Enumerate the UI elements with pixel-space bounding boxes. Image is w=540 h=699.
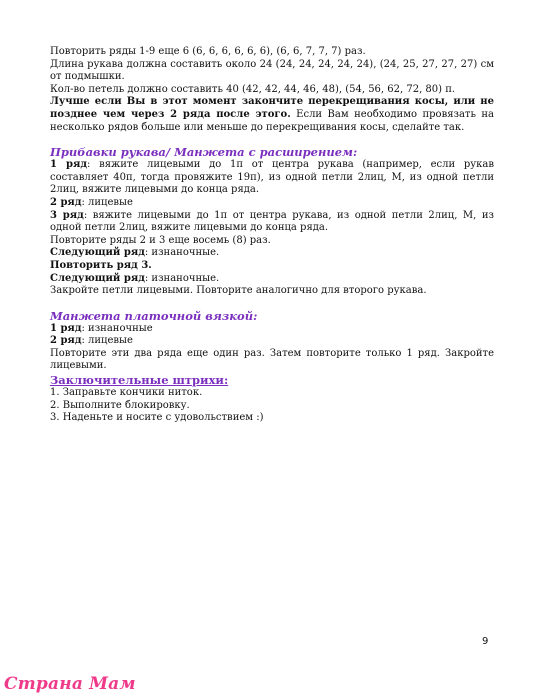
cuff-row-2 xyxy=(50,335,494,348)
sleeve-close: Закройте петли лицевыми. Повторите аналогично для второго рукава. xyxy=(50,285,427,297)
intro-line-1: Повторить ряды 1-9 еще 6 (6, 6, 6, 6, 6, 6), (6, 6, 7, 7, 7) раз. xyxy=(50,46,366,57)
cuff-row-1 xyxy=(50,323,494,336)
intro-line-3: Кол-во петель должно составить 40 (42, 42, 44, 46, 48), (54, 56, 62, 72, 80) п. xyxy=(50,83,456,95)
row-text: : изнаночные. xyxy=(144,247,220,259)
cuff-heading: Манжета платочной вязкой: xyxy=(50,308,258,323)
row-text: : изнаночные. xyxy=(144,272,220,284)
row-label: Следующий ряд xyxy=(50,247,145,259)
final-item: 2. Выполните блокировку. xyxy=(50,399,190,411)
sleeve-row-1 xyxy=(50,159,494,197)
row-text: : лицевые xyxy=(81,335,133,347)
cuff-repeat: Повторите эти два ряда еще один раз. Затем повторите только 1 ряд. Закройте лицевыми. xyxy=(50,347,494,372)
intro-line-2: Длина рукава должна составить около 24 (24, 24, 24, 24, 24), (24, 25, 27, 27, 27) см от подмышки. xyxy=(50,58,494,83)
watermark-logo: Страна Мам xyxy=(4,674,136,694)
row-text: : вяжите лицевыми до 1п от центра рукава (например, если рукав составляет 40п, тогда провяжите 19п), из одной петли 2лиц, М, из одной петли 2лиц, вяжите лицевыми до конца ряда. xyxy=(50,159,495,196)
sleeve-repeat: Повторите ряды 2 и 3 еще восемь (8) раз. xyxy=(50,234,271,246)
row-label: Следующий ряд xyxy=(50,272,145,284)
intro-note-rest: Если Вам необходимо провязать на несколько рядов больше или меньше до перекрещивания косы, сделайте так. xyxy=(50,108,494,133)
intro-line-4 xyxy=(50,96,494,134)
row-label: 1 ряд xyxy=(50,322,82,334)
document-page xyxy=(50,46,494,425)
intro-bold-note: Лучше если Вы в этот момент закончите перекрещивания косы, или не позднее чем через 2 ряда после этого. xyxy=(50,96,494,120)
final-item: 3. Наденьте и носите с удовольствием :) xyxy=(50,412,264,424)
sleeve-repeat-row-3: Повторить ряд 3. xyxy=(50,259,152,271)
row-label: 1 ряд xyxy=(50,159,88,171)
row-label: 3 ряд xyxy=(50,209,84,221)
row-text: : лицевые xyxy=(81,196,133,208)
row-text: : изнаночные xyxy=(81,322,153,334)
sleeve-heading: Прибавки рукава/ Манжета с расширением: xyxy=(50,145,358,160)
sleeve-next-row xyxy=(50,247,494,260)
row-text: : вяжите лицевыми до 1п от центра рукава, из одной петли 2лиц, М, из одной петли 2лиц, вяжите лицевыми до конца ряда. xyxy=(50,209,494,234)
final-heading: Заключительные штрихи: xyxy=(50,373,229,388)
row-label: 2 ряд xyxy=(50,196,82,208)
sleeve-row-3 xyxy=(50,210,494,235)
row-label: 2 ряд xyxy=(50,335,82,347)
sleeve-next-row-2 xyxy=(50,273,494,286)
page-number: 9 xyxy=(482,636,489,647)
sleeve-row-2 xyxy=(50,197,494,210)
final-item: 1. Заправьте кончики ниток. xyxy=(50,387,203,399)
